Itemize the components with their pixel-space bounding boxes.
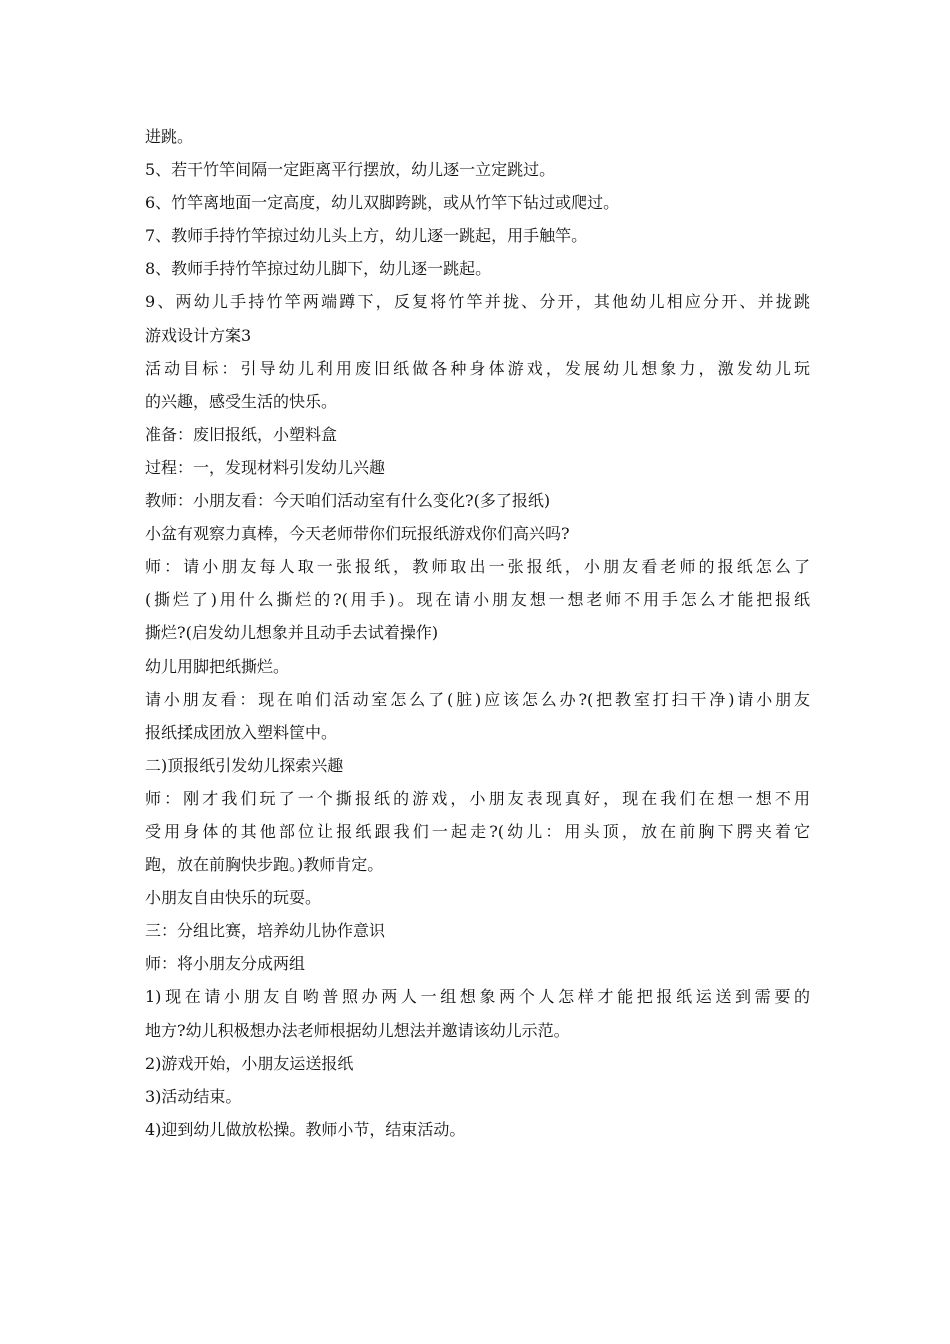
text-line: 师：请小朋友每人取一张报纸，教师取出一张报纸，小朋友看老师的报纸怎么了 xyxy=(145,557,810,577)
text-line: 幼儿用脚把纸撕烂。 xyxy=(145,656,290,676)
text-line: 的兴趣，感受生活的快乐。 xyxy=(145,391,338,411)
text-line: 1)现在请小朋友自哟普照办两人一组想象两个人怎样才能把报纸运送到需要的 xyxy=(145,987,810,1007)
text-line: 师：刚才我们玩了一个撕报纸的游戏，小朋友表现真好，现在我们在想一想不用 xyxy=(145,788,810,808)
text-line: 受用身体的其他部位让报纸跟我们一起走?(幼儿：用头顶，放在前胸下腭夹着它 xyxy=(145,821,810,841)
text-line: 5、若干竹竿间隔一定距离平行摆放，幼儿逐一立定跳过。 xyxy=(145,160,556,180)
text-line: 小朋友自由快乐的玩耍。 xyxy=(145,888,322,908)
text-line: 8、教师手持竹竿掠过幼儿脚下，幼儿逐一跳起。 xyxy=(145,259,492,279)
text-line: 2)游戏开始，小朋友运送报纸 xyxy=(145,1053,354,1073)
text-line: (撕烂了)用什么撕烂的?(用手)。现在请小朋友想一想老师不用手怎么才能把报纸 xyxy=(145,590,810,610)
section-heading: 游戏设计方案3 xyxy=(145,325,252,345)
document-body xyxy=(145,120,810,1146)
text-line: 地方?幼儿积极想办法老师根据幼儿想法并邀请该幼儿示范。 xyxy=(145,1020,570,1040)
text-line: 请小朋友看：现在咱们活动室怎么了(脏)应该怎么办?(把教室打扫干净)请小朋友 xyxy=(145,689,810,709)
text-line: 二)顶报纸引发幼儿探索兴趣 xyxy=(145,755,344,775)
text-line: 4)迎到幼儿做放松操。教师小节，结束活动。 xyxy=(145,1119,466,1139)
text-line: 活动目标：引导幼儿利用废旧纸做各种身体游戏，发展幼儿想象力，激发幼儿玩 xyxy=(145,358,810,378)
text-line: 报纸揉成团放入塑料筐中。 xyxy=(145,722,338,742)
text-line: 师：将小朋友分成两组 xyxy=(145,954,306,974)
text-line: 3)活动结束。 xyxy=(145,1086,242,1106)
text-line: 进跳。 xyxy=(145,127,194,146)
text-line: 过程：一，发现材料引发幼儿兴趣 xyxy=(145,457,386,477)
text-line: 小盆有观察力真棒，今天老师带你们玩报纸游戏你们高兴吗? xyxy=(145,524,570,544)
text-line: 9、两幼儿手持竹竿两端蹲下，反复将竹竿并拢、分开，其他幼儿相应分开、并拢跳 xyxy=(145,292,810,312)
text-line: 撕烂?(启发幼儿想象并且动手去试着操作) xyxy=(145,623,439,643)
text-line: 6、竹竿离地面一定高度，幼儿双脚跨跳，或从竹竿下钻过或爬过。 xyxy=(145,193,620,213)
text-line: 准备：废旧报纸，小塑料盒 xyxy=(145,424,338,444)
text-line: 跑，放在前胸快步跑。)教师肯定。 xyxy=(145,855,384,875)
text-line: 教师：小朋友看：今天咱们活动室有什么变化?(多了报纸) xyxy=(145,491,551,511)
text-line: 7、教师手持竹竿掠过幼儿头上方，幼儿逐一跳起，用手触竿。 xyxy=(145,226,588,246)
text-line: 三：分组比赛，培养幼儿协作意识 xyxy=(145,921,386,941)
